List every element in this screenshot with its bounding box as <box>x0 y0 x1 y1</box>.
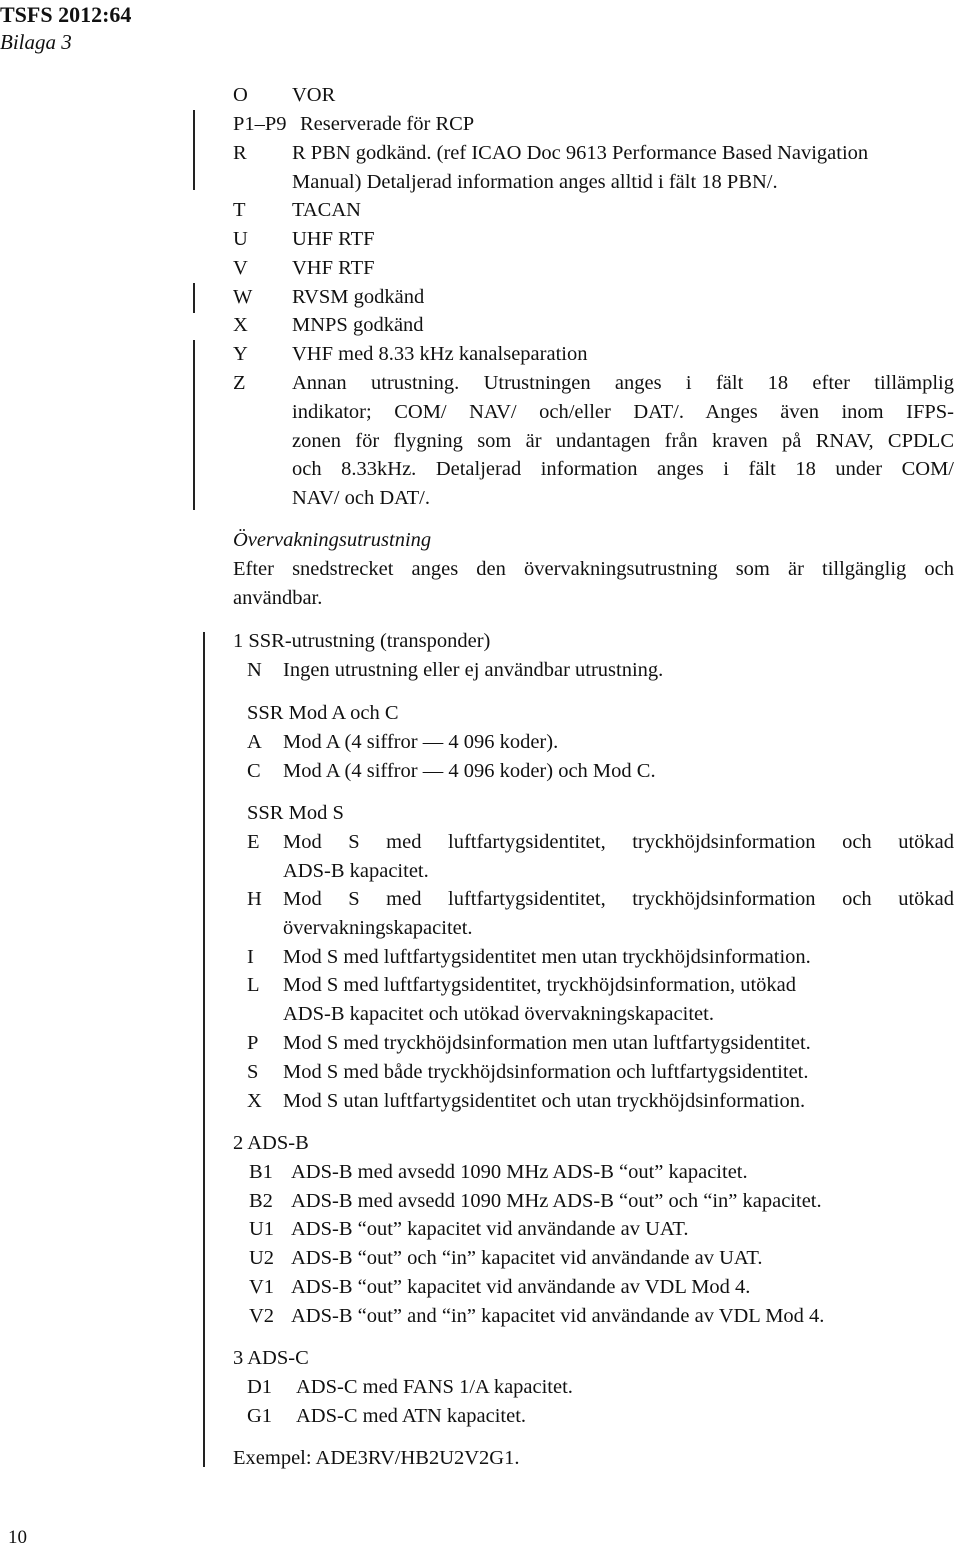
change-bar <box>193 110 195 190</box>
list-item-code: Z <box>233 372 246 394</box>
adsb-code: U1 <box>249 1218 275 1240</box>
list-item-code: O <box>233 84 248 106</box>
document-header-title: TSFS 2012:64 <box>0 2 132 27</box>
adsb-text: ADS-B “out” kapacitet vid användande av UAT. <box>291 1218 689 1240</box>
ssr-text: Mod S utan luftfartygsidentitet och utan tryckhöjdsinformation. <box>283 1090 806 1112</box>
ssr-code: I <box>247 946 254 968</box>
list-item-code: T <box>233 199 246 221</box>
document-header-subtitle: Bilaga 3 <box>0 30 72 54</box>
list-item-code: U <box>233 228 248 250</box>
surveillance-intro-line: användbar. <box>233 587 323 609</box>
list-item-text: UHF RTF <box>292 228 375 250</box>
ssr-code: X <box>247 1090 262 1112</box>
adsb-heading: 2 ADS-B <box>233 1132 309 1154</box>
list-item-code: V <box>233 257 248 279</box>
section-heading-surveillance: Övervakningsutrustning <box>233 529 432 551</box>
ssr-text-continued: ADS-B kapacitet och utökad övervakningskapacitet. <box>283 1003 714 1025</box>
adsb-code: B1 <box>249 1161 273 1183</box>
list-item-text: VHF RTF <box>292 257 375 279</box>
list-item-code: R <box>233 142 247 164</box>
adsc-code: G1 <box>247 1405 273 1427</box>
list-item-text-continued: indikator; COM/ NAV/ och/eller DAT/. Anges även inom IFPS- <box>292 401 954 423</box>
list-item-text: Annan utrustning. Utrustningen anges i fält 18 efter tillämplig <box>292 372 954 394</box>
ssr-text: Mod S med luftfartygsidentitet, tryckhöjdsinformation, utökad <box>283 974 796 996</box>
ssr-code: P <box>247 1032 259 1054</box>
ssr-text: Mod S med tryckhöjdsinformation men utan luftfartygsidentitet. <box>283 1032 811 1054</box>
ssr-mode-s-heading: SSR Mod S <box>247 802 344 824</box>
ssr-code: H <box>247 888 262 910</box>
list-item-code: X <box>233 314 248 336</box>
list-item-code: P1–P9 <box>233 113 287 135</box>
list-item-text: RVSM godkänd <box>292 286 425 308</box>
ssr-text: Mod S med luftfartygsidentitet, tryckhöjdsinformation och utökad <box>283 888 954 910</box>
ssr-heading: 1 SSR-utrustning (transponder) <box>233 630 491 652</box>
ssr-code: C <box>247 760 261 782</box>
adsb-text: ADS-B med avsedd 1090 MHz ADS-B “out” kapacitet. <box>291 1161 748 1183</box>
list-item-text: MNPS godkänd <box>292 314 424 336</box>
adsc-text: ADS-C med FANS 1/A kapacitet. <box>296 1376 573 1398</box>
list-item-text: VHF med 8.33 kHz kanalseparation <box>292 343 588 365</box>
adsb-code: V2 <box>249 1305 275 1327</box>
adsc-heading: 3 ADS-C <box>233 1347 309 1369</box>
adsb-text: ADS-B med avsedd 1090 MHz ADS-B “out” och “in” kapacitet. <box>291 1190 822 1212</box>
adsb-text: ADS-B “out” kapacitet vid användande av VDL Mod 4. <box>291 1276 751 1298</box>
ssr-text: Mod S med luftfartygsidentitet, tryckhöjdsinformation och utökad <box>283 831 954 853</box>
list-item-text-continued: och 8.33kHz. Detaljerad information anges i fält 18 under COM/ <box>292 458 954 480</box>
adsc-text: ADS-C med ATN kapacitet. <box>296 1405 527 1427</box>
adsb-text: ADS-B “out” and “in” kapacitet vid användande av VDL Mod 4. <box>291 1305 825 1327</box>
list-item-text: VOR <box>292 84 336 106</box>
list-item-text-continued: Manual) Detaljerad information anges alltid i fält 18 PBN/. <box>292 171 778 193</box>
list-item-text-continued: zonen för flygning som är undantagen från kraven på RNAV, CPDLC <box>292 430 954 452</box>
ssr-text-continued: ADS-B kapacitet. <box>283 860 429 882</box>
ssr-code: A <box>247 731 262 753</box>
list-item-text: R PBN godkänd. (ref ICAO Doc 9613 Performance Based Navigation <box>292 142 869 164</box>
surveillance-intro-line: Efter snedstrecket anges den övervakningsutrustning som är tillgänglig och <box>233 558 954 580</box>
list-item-code: Y <box>233 343 248 365</box>
list-item-text-continued: NAV/ och DAT/. <box>292 487 430 509</box>
ssr-text: Mod A (4 siffror — 4 096 koder). <box>283 731 559 753</box>
change-bar <box>203 632 205 1467</box>
example-text: Exempel: ADE3RV/HB2U2V2G1. <box>233 1447 520 1469</box>
ssr-text: Mod S med luftfartygsidentitet men utan tryckhöjdsinformation. <box>283 946 811 968</box>
list-item-text: Reserverade för RCP <box>300 113 475 135</box>
adsb-code: V1 <box>249 1276 275 1298</box>
ssr-code: E <box>247 831 260 853</box>
adsc-code: D1 <box>247 1376 273 1398</box>
list-item-code: W <box>233 286 253 308</box>
change-bar <box>193 340 195 510</box>
ssr-text: Mod A (4 siffror — 4 096 koder) och Mod C. <box>283 760 656 782</box>
list-item-text: TACAN <box>292 199 361 221</box>
ssr-code: N <box>247 659 262 681</box>
ssr-mode-ac-heading: SSR Mod A och C <box>247 702 399 724</box>
adsb-text: ADS-B “out” och “in” kapacitet vid användande av UAT. <box>291 1247 763 1269</box>
adsb-code: U2 <box>249 1247 275 1269</box>
ssr-code: S <box>247 1061 259 1083</box>
change-bar <box>193 283 195 313</box>
ssr-text-continued: övervakningskapacitet. <box>283 917 473 939</box>
adsb-code: B2 <box>249 1190 273 1212</box>
page-number: 10 <box>8 1527 27 1548</box>
ssr-text: Mod S med både tryckhöjdsinformation och luftfartygsidentitet. <box>283 1061 809 1083</box>
ssr-code: L <box>247 974 260 996</box>
ssr-text: Ingen utrustning eller ej användbar utrustning. <box>283 659 664 681</box>
